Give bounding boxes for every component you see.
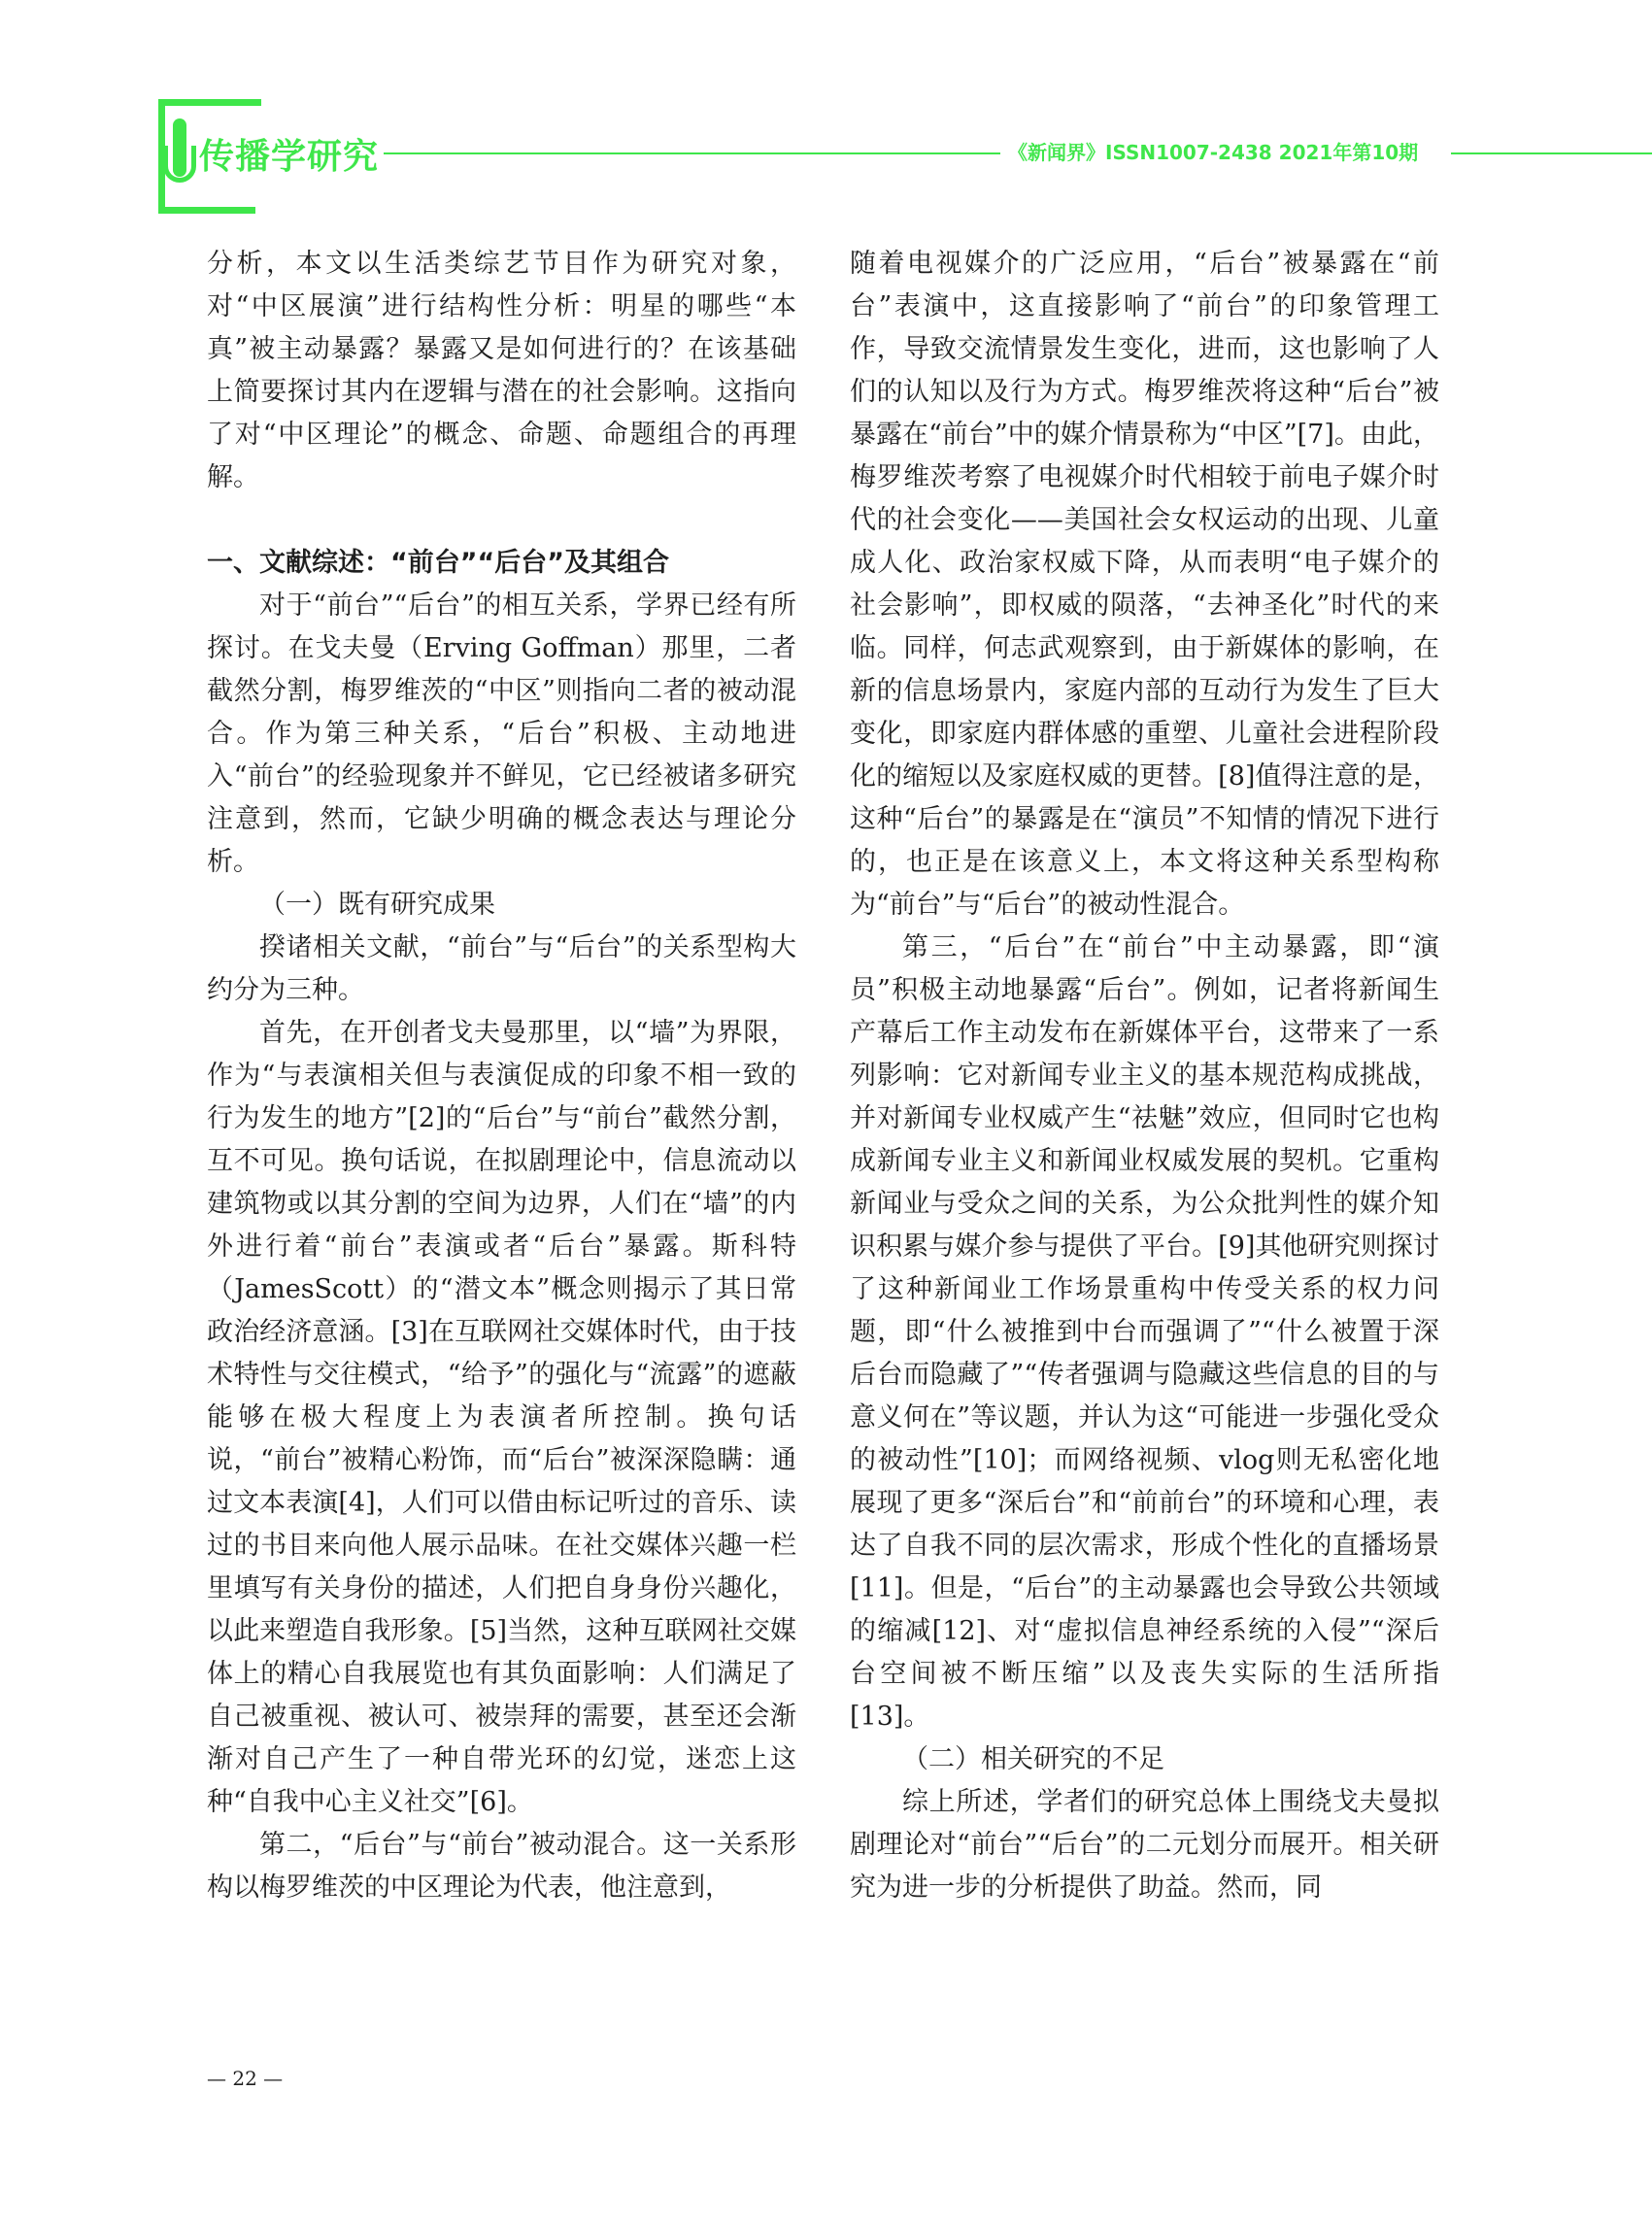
page-header bbox=[0, 0, 1652, 233]
microphone-stand-icon bbox=[163, 146, 196, 183]
paragraph: 揆诸相关文献，“前台”与“后台”的关系型构大约分为三种。 bbox=[207, 932, 796, 1005]
left-column bbox=[207, 243, 796, 1909]
subheading: （二）相关研究的不足 bbox=[902, 1744, 1164, 1774]
paragraph: 随着电视媒介的广泛应用，“后台”被暴露在“前台”表演中，这直接影响了“前台”的印象管理工作，导致交流情景发生变化，进而，这也影响了人们的认知以及行为方式。梅罗维茨将这种“后台”被暴露在“前台”中的媒介情景称为“中区”[7]。由此，梅罗维茨考察了电视媒介时代相较于前电子媒介时代的社会变化——美国社会女权运动的出现、儿童成人化、政治家权威下降，从而表明“电子媒介的社会影响”，即权威的陨落，“去神圣化”时代的来临。同样，何志武观察到，由于新媒体的影响，在新的信息场景内，家庭内部的互动行为发生了巨大变化，即家庭内群体感的重塑、儿童社会进程阶段化的缩短以及家庭权威的更替。[8]值得注意的是，这种“后台”的暴露是在“演员”不知情的情况下进行的，也正是在该意义上，本文将这种关系型构称为“前台”与“后台”的被动性混合。 bbox=[850, 249, 1439, 920]
paragraph: 分析，本文以生活类综艺节目作为研究对象，对“中区展演”进行结构性分析：明星的哪些“本真”被主动暴露？暴露又是如何进行的？在该基础上简要探讨其内在逻辑与潜在的社会影响。这指向了对“中区理论”的概念、命题、命题组合的再理解。 bbox=[207, 249, 796, 492]
subheading: （一）既有研究成果 bbox=[259, 890, 495, 920]
journal-info: 《新闻界》ISSN1007-2438 2021年第10期 bbox=[1008, 141, 1419, 164]
paragraph: 第三，“后台”在“前台”中主动暴露，即“演员”积极主动地暴露“后台”。例如，记者将新闻生产幕后工作主动发布在新媒体平台，这带来了一系列影响：它对新闻专业主义的基本规范构成挑战，并对新闻专业权威产生“祛魅”效应，但同时它也构成新闻专业主义和新闻业权威发展的契机。它重构新闻业与受众之间的关系，为公众批判性的媒介知识积累与媒介参与提供了平台。[9]其他研究则探讨了这种新闻业工作场景重构中传受关系的权力问题，即“什么被推到中台而强调了”“什么被置于深后台而隐藏了”“传者强调与隐藏这些信息的目的与意义何在”等议题，并认为这“可能进一步强化受众的被动性”[10]；而网络视频、vlog则无私密化地展现了更多“深后台”和“前前台”的环境和心理，表达了自我不同的层次需求，形成个性化的直播场景[11]。但是，“后台”的主动暴露也会导致公共领域的缩减[12]、对“虚拟信息神经系统的入侵”“深后台空间被不断压缩”以及丧失实际的生活所指[13]。 bbox=[850, 932, 1439, 1732]
header-rule-left bbox=[384, 152, 1000, 154]
paragraph: 第二，“后台”与“前台”被动混合。这一关系形构以梅罗维茨的中区理论为代表，他注意到， bbox=[207, 1830, 796, 1903]
paragraph: 首先，在开创者戈夫曼那里，以“墙”为界限，作为“与表演相关但与表演促成的印象不相一致的行为发生的地方”[2]的“后台”与“前台”截然分割，互不可见。换句话说，在拟剧理论中，信息流动以建筑物或以其分割的空间为边界，人们在“墙”的内外进行着“前台”表演或者“后台”暴露。斯科特（JamesScott）的“潜文本”概念则揭示了其日常政治经济意涵。[3]在互联网社交媒体时代，由于技术特性与交往模式，“给予”的强化与“流露”的遮蔽能够在极大程度上为表演者所控制。换句话说，“前台”被精心粉饰，而“后台”被深深隐瞒：通过文本表演[4]，人们可以借由标记听过的音乐、读过的书目来向他人展示品味。在社交媒体兴趣一栏里填写有关身份的描述，人们把自身身份兴趣化，以此来塑造自我形象。[5]当然，这种互联网社交媒体上的精心自我展览也有其负面影响：人们满足了自己被重视、被认可、被崇拜的需要，甚至还会渐渐对自己产生了一种自带光环的幻觉，迷恋上这种“自我中心主义社交”[6]。 bbox=[207, 1018, 796, 1817]
section-title: 传播学研究 bbox=[199, 137, 380, 177]
paragraph: 对于“前台”“后台”的相互关系，学界已经有所探讨。在戈夫曼（Erving Goffman）那里，二者截然分割，梅罗维茨的“中区”则指向二者的被动混合。作为第三种关系，“后台”积极、主动地进入“前台”的经验现象并不鲜见，它已经被诸多研究注意到，然而，它缺少明确的概念表达与理论分析。 bbox=[207, 590, 796, 877]
paragraph: 综上所述，学者们的研究总体上围绕戈夫曼拟剧理论对“前台”“后台”的二元划分而展开。相关研究为进一步的分析提供了助益。然而，同 bbox=[850, 1787, 1439, 1903]
section-heading: 一、文献综述：“前台”“后台”及其组合 bbox=[207, 548, 669, 578]
page-number: — 22 — bbox=[207, 2067, 284, 2090]
right-column bbox=[850, 243, 1439, 1909]
header-rule-right bbox=[1451, 152, 1652, 154]
